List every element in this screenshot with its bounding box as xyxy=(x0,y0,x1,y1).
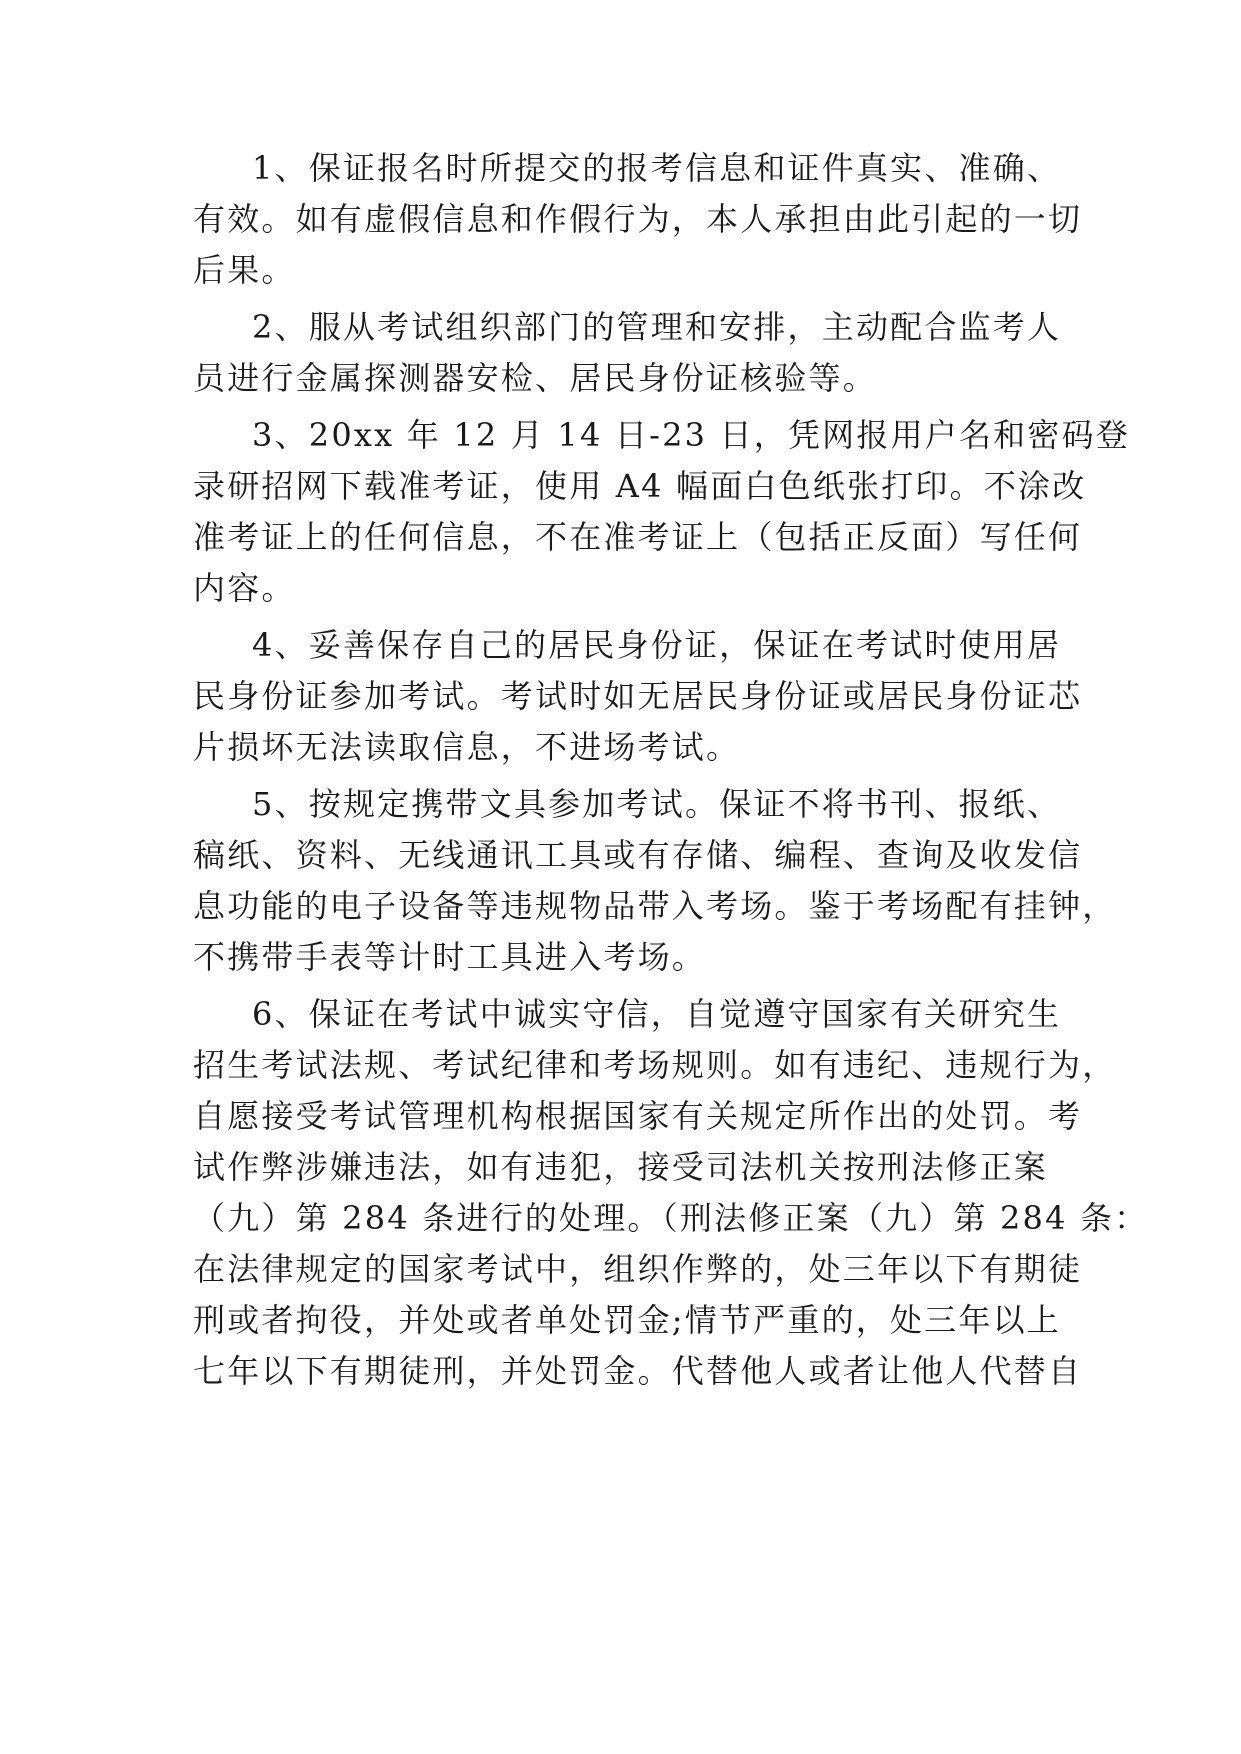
item-5-line-1: 5、按规定携带文具参加考试。保证不将书刊、报纸、 xyxy=(252,785,1062,823)
item-4-line-2: 民身份证参加考试。考试时如无居民身份证或居民身份证芯 xyxy=(193,677,1083,715)
item-6-line-7: 刑或者拘役，并处或者单处罚金;情节严重的，处三年以上 xyxy=(193,1301,1061,1339)
item-5-line-3: 息功能的电子设备等违规物品带入考场。鉴于考场配有挂钟， xyxy=(193,887,1117,925)
item-5-line-2: 稿纸、资料、无线通讯工具或有存储、编程、查询及收发信 xyxy=(193,836,1083,874)
item-6-line-5: （九）第 284 条进行的处理。（刑法修正案（九）第 284 条： xyxy=(193,1199,1149,1237)
item-6-line-4: 试作弊涉嫌违法，如有违犯，接受司法机关按刑法修正案 xyxy=(193,1148,1049,1186)
item-4-line-1: 4、妥善保存自己的居民身份证，保证在考试时使用居 xyxy=(252,626,1062,664)
item-1-line-3: 后果。 xyxy=(193,251,296,289)
item-3-line-2: 录研招网下载准考证，使用 A4 幅面白色纸张打印。不涂改 xyxy=(193,467,1087,505)
item-3-line-4: 内容。 xyxy=(193,569,296,607)
item-3-line-1: 3、20xx 年 12 月 14 日-23 日，凭网报用户名和密码登 xyxy=(252,416,1130,454)
item-6-line-8: 七年以下有期徒刑，并处罚金。代替他人或者让他人代替自 xyxy=(193,1352,1083,1390)
item-2-line-2: 员进行金属探测器安检、居民身份证核验等。 xyxy=(193,359,878,397)
item-3-line-3: 准考证上的任何信息，不在准考证上（包括正反面）写任何 xyxy=(193,518,1083,556)
item-6-line-1: 6、保证在考试中诚实守信，自觉遵守国家有关研究生 xyxy=(252,995,1062,1033)
item-6-line-6: 在法律规定的国家考试中，组织作弊的，处三年以下有期徒 xyxy=(193,1250,1083,1288)
item-4-line-3: 片损坏无法读取信息，不进场考试。 xyxy=(193,728,741,766)
item-1-line-1: 1、保证报名时所提交的报考信息和证件真实、准确、 xyxy=(252,149,1062,187)
item-5-line-4: 不携带手表等计时工具进入考场。 xyxy=(193,938,707,976)
item-6-line-2: 招生考试法规、考试纪律和考场规则。如有违纪、违规行为， xyxy=(193,1046,1117,1084)
item-2-line-1: 2、服从考试组织部门的管理和安排，主动配合监考人 xyxy=(252,308,1062,346)
item-6-line-3: 自愿接受考试管理机构根据国家有关规定所作出的处罚。考 xyxy=(193,1097,1083,1135)
item-1-line-2: 有效。如有虚假信息和作假行为，本人承担由此引起的一切 xyxy=(193,200,1083,238)
